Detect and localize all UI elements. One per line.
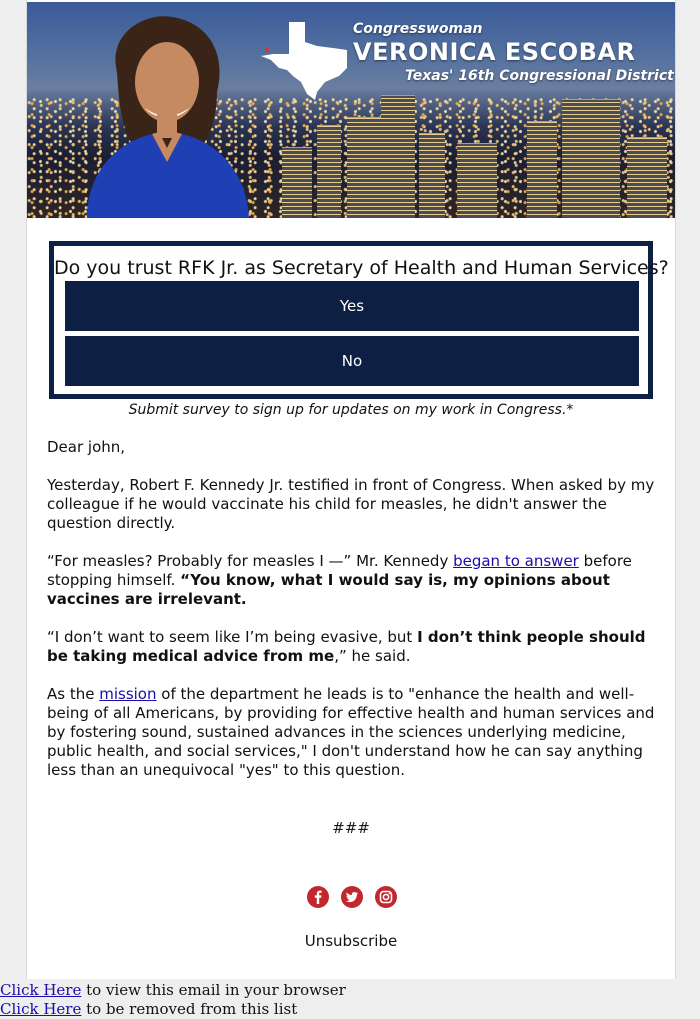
building bbox=[282, 147, 312, 218]
greeting: Dear john, bbox=[47, 438, 126, 456]
view-in-browser-link[interactable]: Click Here bbox=[0, 981, 82, 999]
p4-text-b: of the department he leads is to "enhance the health and well-being of all Americans, by providing for effective health and human services and by fostering sound, sustained advances in the sciences underlying medicine, public health, and social services," I don't understand how he can say anything less than an unequivocal "yes" to this question. bbox=[47, 685, 655, 779]
building bbox=[627, 137, 667, 218]
footer-text-2: to be removed from this list bbox=[81, 1000, 298, 1018]
remove-from-list-link[interactable]: Click Here bbox=[0, 1000, 82, 1018]
texas-map-icon bbox=[259, 20, 351, 100]
letter-body bbox=[47, 438, 659, 799]
building bbox=[347, 117, 383, 218]
p2-text-b: before stopping himself. bbox=[47, 552, 632, 589]
building bbox=[562, 99, 620, 218]
survey-box bbox=[49, 241, 669, 399]
header-title-small: Congresswoman bbox=[353, 21, 483, 37]
survey-note: Submit survey to sign up for updates on my work in Congress.* bbox=[128, 402, 574, 418]
building bbox=[317, 125, 341, 218]
mission-link[interactable]: mission bbox=[99, 685, 157, 703]
building bbox=[457, 143, 497, 218]
footer-view-browser bbox=[0, 981, 346, 999]
no-button[interactable]: No bbox=[65, 336, 639, 386]
twitter-icon[interactable] bbox=[341, 886, 363, 908]
instagram-icon[interactable] bbox=[375, 886, 397, 908]
paragraph-2 bbox=[47, 552, 659, 609]
social-links bbox=[307, 886, 397, 910]
p3-text-a: “I don’t want to seem like I’m being evasive, but bbox=[47, 628, 418, 646]
survey-question: Do you trust RFK Jr. as Secretary of Health and Human Services? bbox=[54, 257, 669, 279]
paragraph-1: Yesterday, Robert F. Kennedy Jr. testified in front of Congress. When asked by my colleague if he would vaccinate his child for measles, he didn't answer the question directly. bbox=[47, 476, 655, 532]
yes-button[interactable]: Yes bbox=[65, 281, 639, 331]
footer-remove-list bbox=[0, 1000, 297, 1018]
header-banner bbox=[27, 2, 675, 218]
header-district: Texas' 16th Congressional District bbox=[405, 68, 674, 84]
separator: ### bbox=[332, 819, 370, 837]
p2-text-a: “For measles? Probably for measles I —” Mr. Kennedy bbox=[47, 552, 454, 570]
facebook-icon[interactable] bbox=[307, 886, 329, 908]
paragraph-4 bbox=[47, 685, 659, 780]
building bbox=[419, 133, 445, 218]
p4-text-a: As the bbox=[47, 685, 100, 703]
building bbox=[527, 121, 557, 218]
portrait-image bbox=[67, 12, 267, 218]
unsubscribe-link[interactable]: Unsubscribe bbox=[304, 932, 398, 950]
p2-bold-quote: “You know, what I would say is, my opinions about vaccines are irrelevant. bbox=[47, 571, 610, 608]
header-name: VERONICA ESCOBAR bbox=[353, 38, 636, 66]
email-card bbox=[26, 0, 676, 979]
building bbox=[381, 95, 415, 218]
began-to-answer-link[interactable]: began to answer bbox=[453, 552, 579, 570]
p3-bold-quote: I don’t think people should be taking medical advice from me bbox=[47, 628, 646, 665]
p3-text-b: ,” he said. bbox=[334, 647, 411, 665]
paragraph-3 bbox=[47, 628, 659, 666]
footer-text-1: to view this email in your browser bbox=[81, 981, 346, 999]
